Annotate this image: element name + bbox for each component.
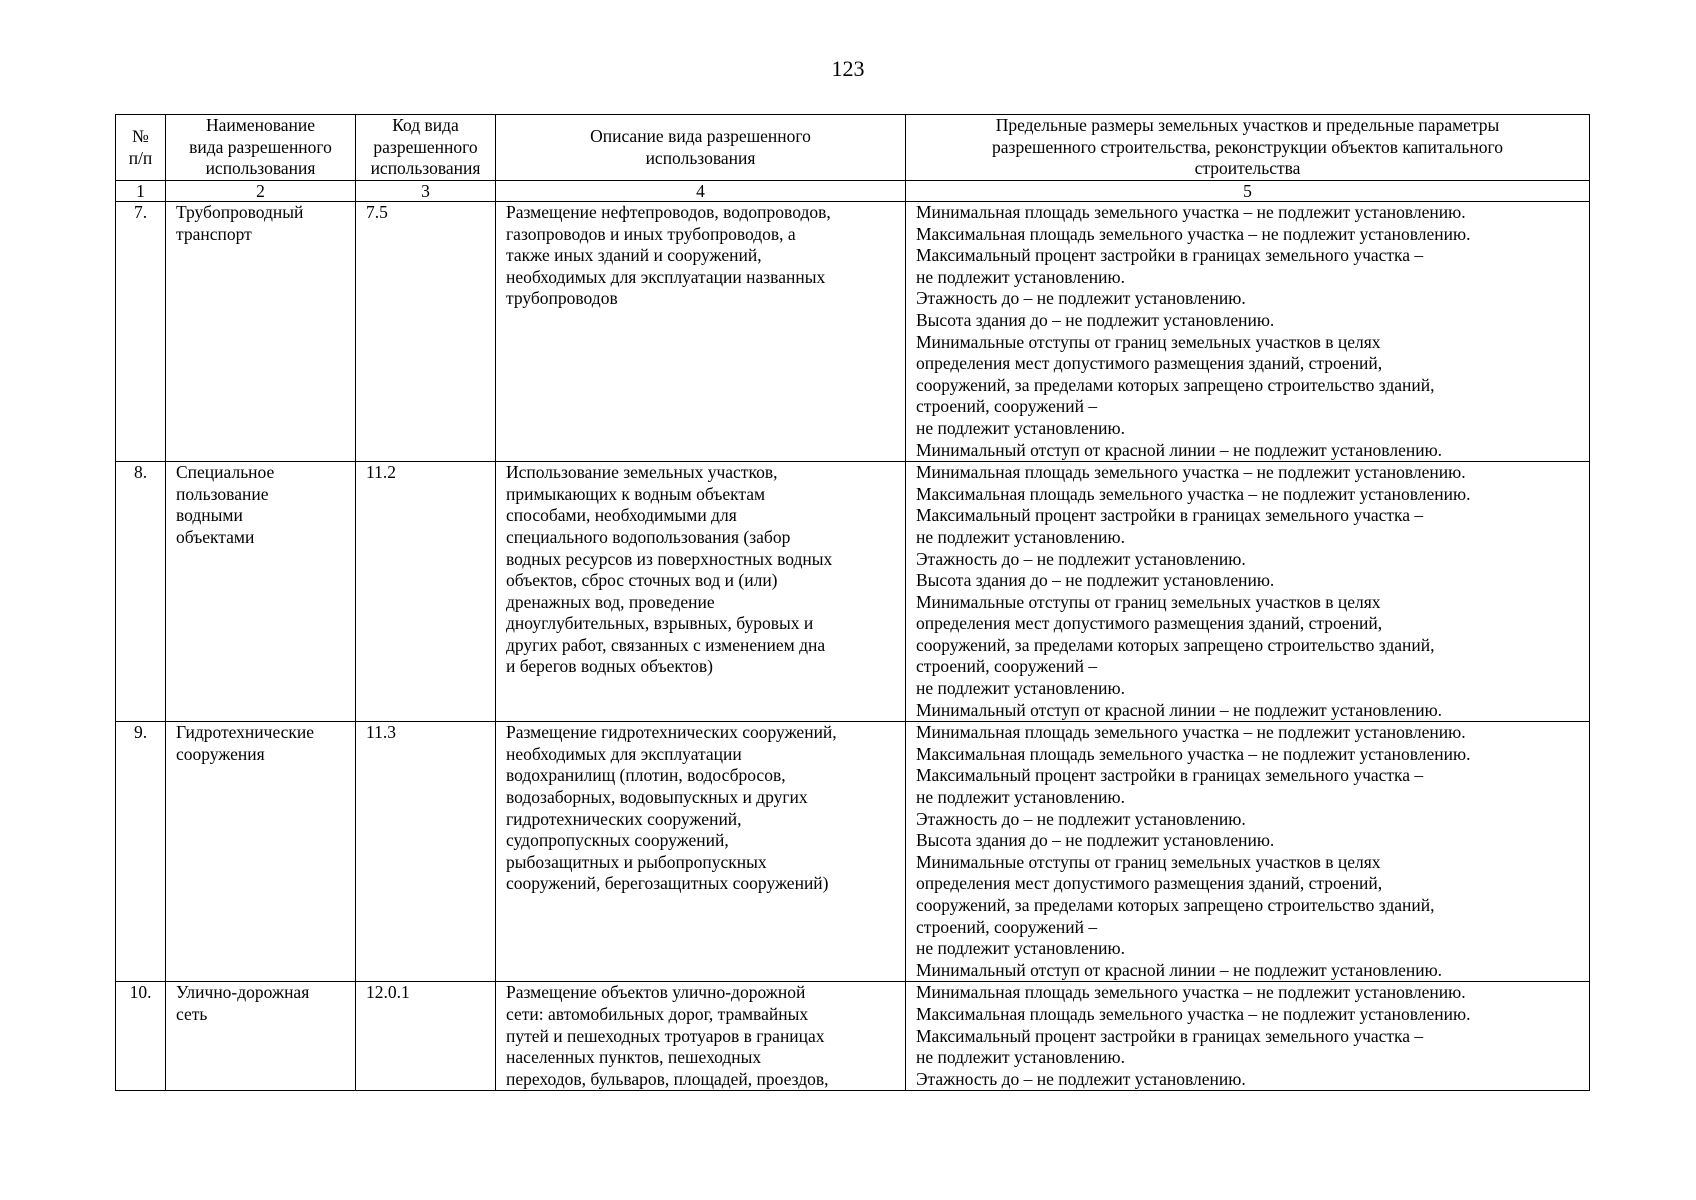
land-use-table <box>115 114 1590 1091</box>
column-number: 4 <box>496 181 906 202</box>
limit-parameters: Минимальная площадь земельного участка – не подлежит установлению. Максимальная площадь земельного участка – не подлежит установлению. Максимальный процент застройки в границах земельного участка – не подлежит установлению. Этажность до – не подлежит установлению. Высота здания до – не подлежит установлению. Минимальные отступы от границ земельных участков в целях определения мест допустимого размещения зданий, строений, сооружений, за пределами которых запрещено строительство зданий, строений, сооружений – не подлежит установлению. Минимальный отступ от красной линии – не подлежит установлению. <box>906 462 1590 722</box>
limit-parameters: Минимальная площадь земельного участка – не подлежит установлению. Максимальная площадь земельного участка – не подлежит установлению. Максимальный процент застройки в границах земельного участка – не подлежит установлению. Этажность до – не подлежит установлению. Высота здания до – не подлежит установлению. Минимальные отступы от границ земельных участков в целях определения мест допустимого размещения зданий, строений, сооружений, за пределами которых запрещено строительство зданий, строений, сооружений – не подлежит установлению. Минимальный отступ от красной линии – не подлежит установлению. <box>906 202 1590 462</box>
use-name: Гидротехнические сооружения <box>166 722 356 982</box>
limit-parameters: Минимальная площадь земельного участка – не подлежит установлению. Максимальная площадь земельного участка – не подлежит установлению. Максимальный процент застройки в границах земельного участка – не подлежит установлению. Этажность до – не подлежит установлению. Высота здания до – не подлежит установлению. Минимальные отступы от границ земельных участков в целях определения мест допустимого размещения зданий, строений, сооружений, за пределами которых запрещено строительство зданий, строений, сооружений – не подлежит установлению. Минимальный отступ от красной линии – не подлежит установлению. <box>906 722 1590 982</box>
row-number: 7. <box>116 202 166 462</box>
column-number: 3 <box>356 181 496 202</box>
use-code: 11.2 <box>356 462 496 722</box>
header-use-description: Описание вида разрешенного использования <box>496 115 906 181</box>
table-row <box>116 722 1590 982</box>
use-code: 7.5 <box>356 202 496 462</box>
table-row <box>116 202 1590 462</box>
use-name: Улично-дорожная сеть <box>166 982 356 1091</box>
table-row <box>116 982 1590 1091</box>
header-limit-parameters: Предельные размеры земельных участков и предельные параметры разрешенного строительства, реконструкции объектов капитального строительства <box>906 115 1590 181</box>
page-number: 123 <box>831 56 865 81</box>
column-number: 1 <box>116 181 166 202</box>
table-header-row <box>116 115 1590 181</box>
column-number: 5 <box>906 181 1590 202</box>
use-description: Размещение объектов улично-дорожной сети: автомобильных дорог, трамвайных путей и пешеходных тротуаров в границах населенных пунктов, пешеходных переходов, бульваров, площадей, проездов, <box>496 982 906 1091</box>
table-row <box>116 462 1590 722</box>
row-number: 9. <box>116 722 166 982</box>
header-number: № п/п <box>116 115 166 181</box>
use-code: 11.3 <box>356 722 496 982</box>
row-number: 10. <box>116 982 166 1091</box>
use-description: Использование земельных участков, примыкающих к водным объектам способами, необходимыми для специального водопользования (забор водных ресурсов из поверхностных водных объектов, сброс сточных вод и (или) дренажных вод, проведение дноуглубительных, взрывных, буровых и других работ, связанных с изменением дна и берегов водных объектов) <box>496 462 906 722</box>
header-use-name: Наименование вида разрешенного использования <box>166 115 356 181</box>
column-number-row <box>116 181 1590 202</box>
use-code: 12.0.1 <box>356 982 496 1091</box>
use-name: Трубопроводный транспорт <box>166 202 356 462</box>
use-description: Размещение гидротехнических сооружений, необходимых для эксплуатации водохранилищ (плотин, водосбросов, водозаборных, водовыпускных и других гидротехнических сооружений, судопропускных сооружений, рыбозащитных и рыбопропускных сооружений, берегозащитных сооружений) <box>496 722 906 982</box>
limit-parameters: Минимальная площадь земельного участка – не подлежит установлению. Максимальная площадь земельного участка – не подлежит установлению. Максимальный процент застройки в границах земельного участка – не подлежит установлению. Этажность до – не подлежит установлению. <box>906 982 1590 1091</box>
use-description: Размещение нефтепроводов, водопроводов, газопроводов и иных трубопроводов, а также иных зданий и сооружений, необходимых для эксплуатации названных трубопроводов <box>496 202 906 462</box>
row-number: 8. <box>116 462 166 722</box>
use-name: Специальное пользование водными объектами <box>166 462 356 722</box>
header-use-code: Код вида разрешенного использования <box>356 115 496 181</box>
column-number: 2 <box>166 181 356 202</box>
